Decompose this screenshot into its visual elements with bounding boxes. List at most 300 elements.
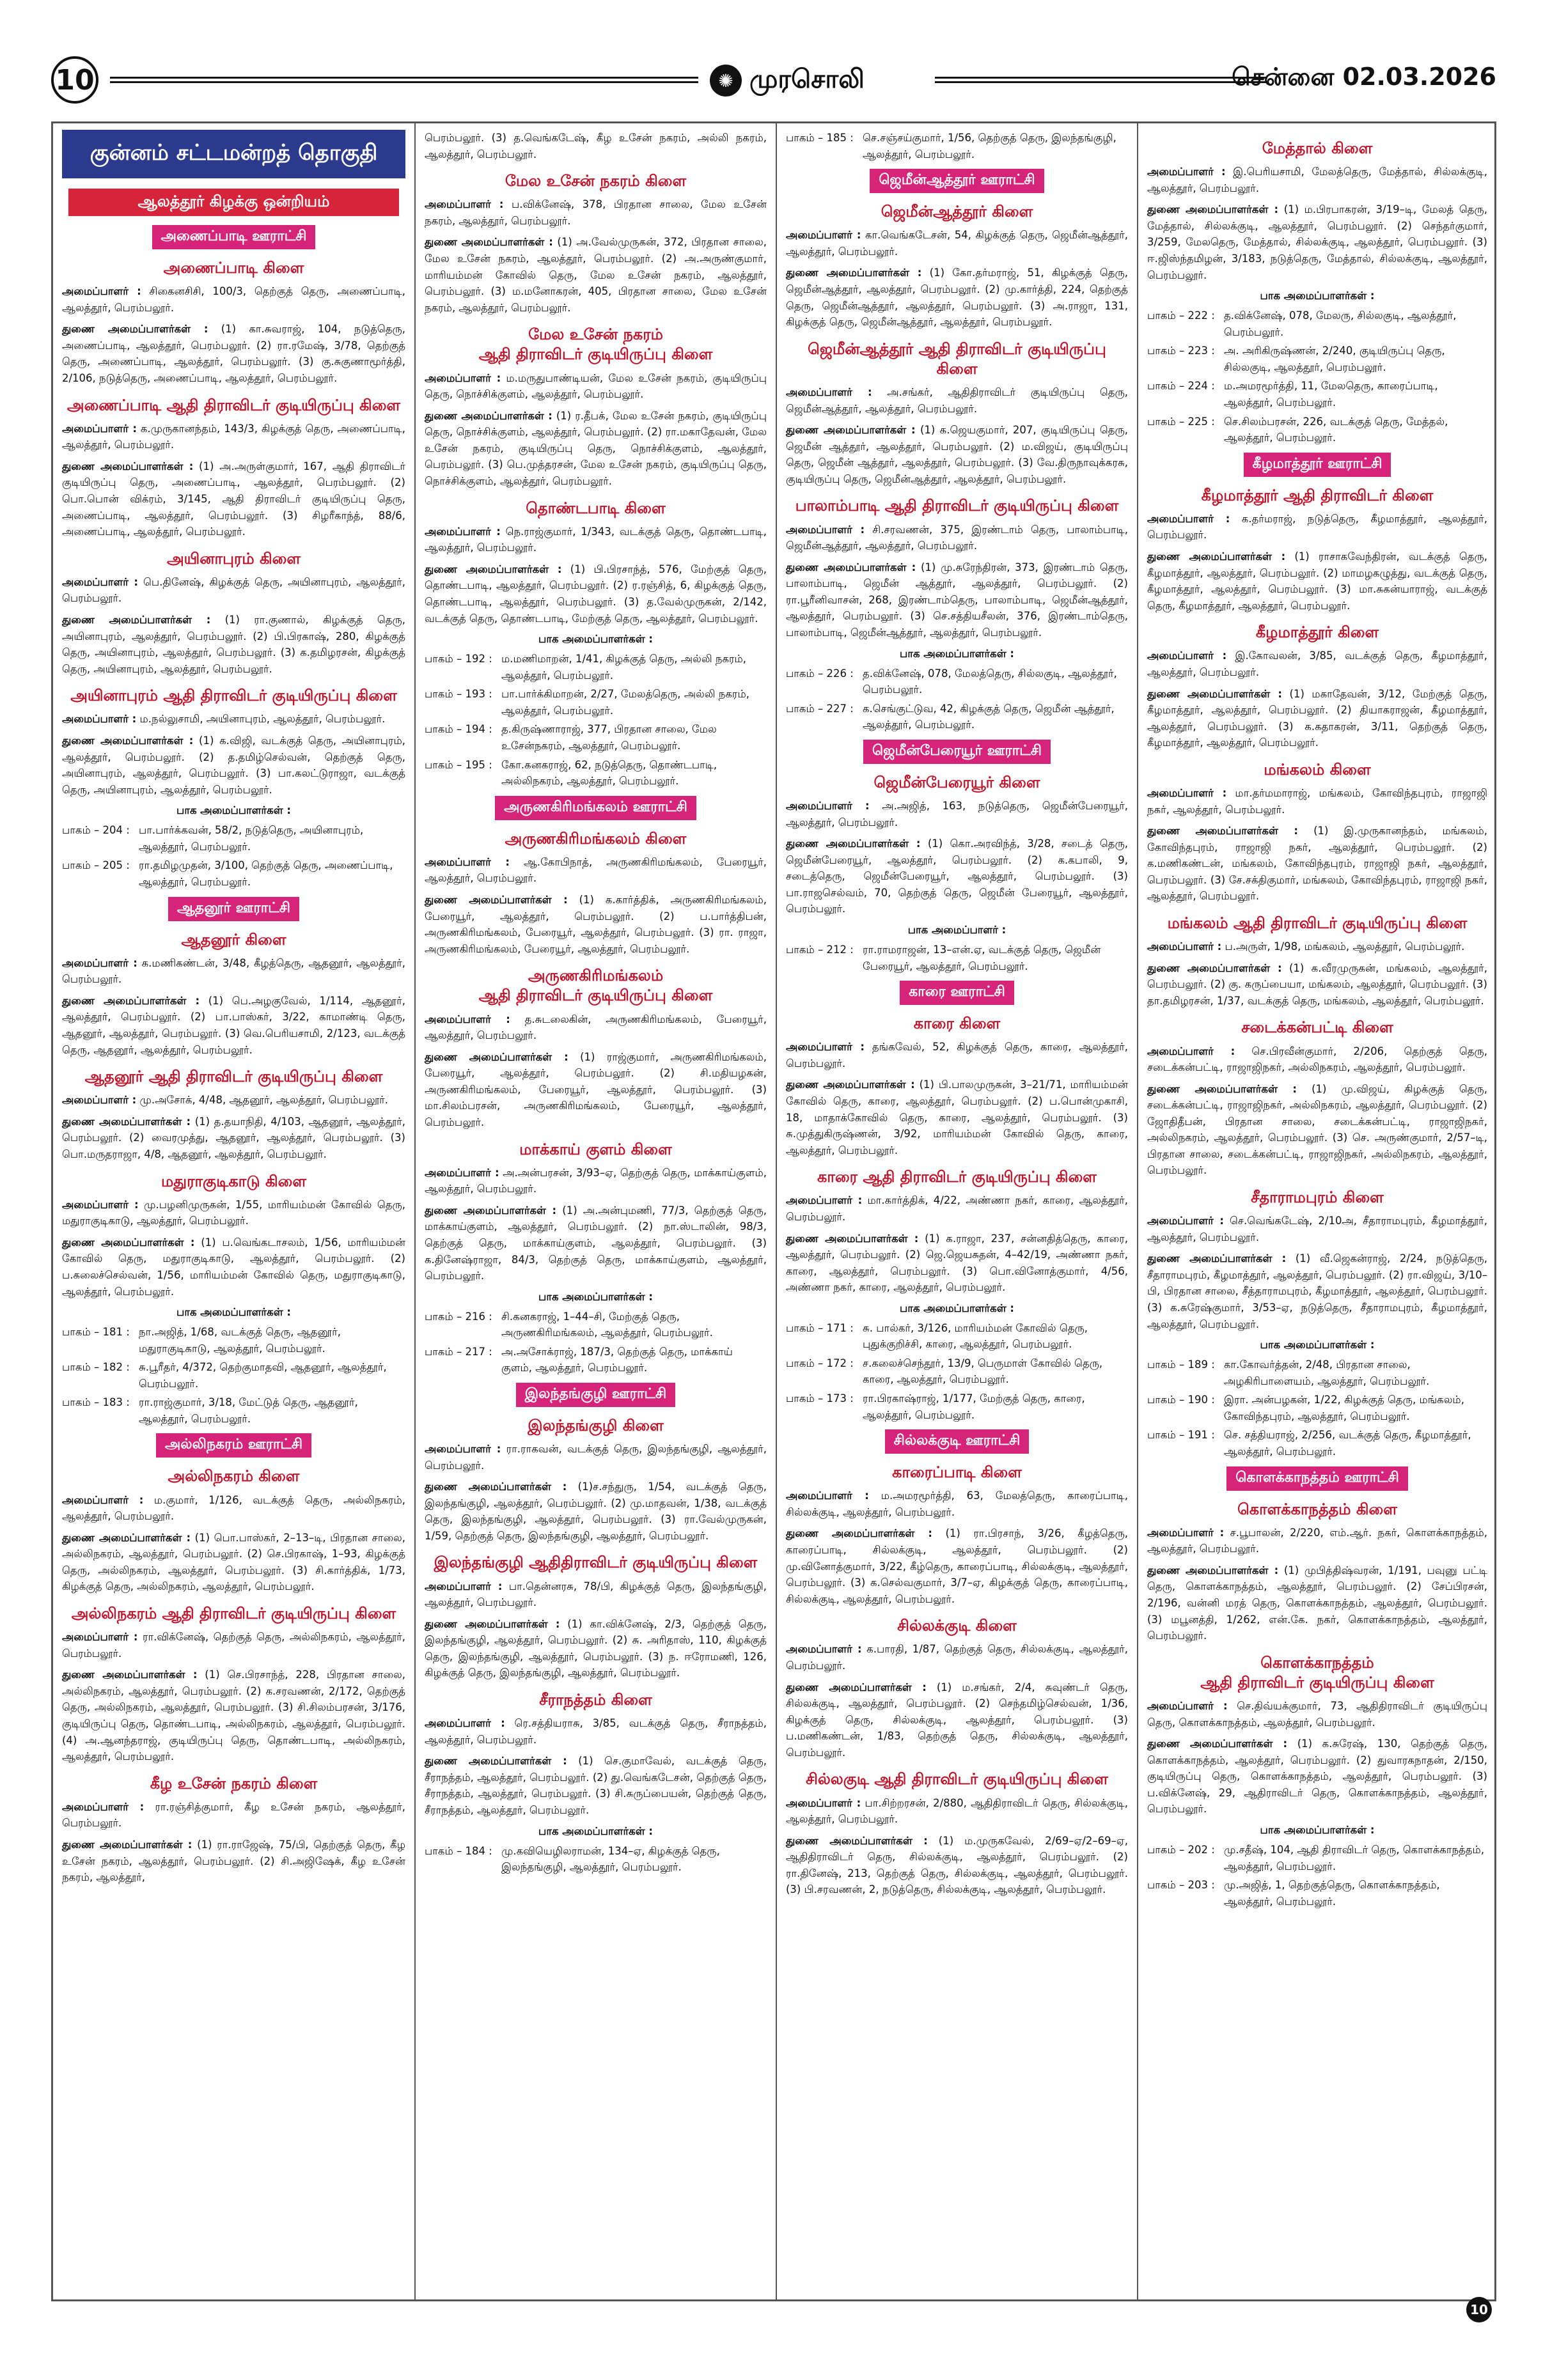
branch-title: அல்லிநகரம் கிளை	[168, 1467, 300, 1486]
officer-details: (1) க.ராஜா, 237, சன்னதித்தெரு, காரை, ஆலத்தூர், பெரம்பலூர். (2) ஜெ.ஜெயசுதன், 4–42/19, அண்ணா நகர், காரை, ஆலத்தூர், பெரம்பலூர். (3) பொ.வினோத்குமார், 4/56, அண்ணா நகர், காரை, ஆலத்தூர், பெரம்பலூர்.	[786, 1232, 1128, 1294]
booth-number: பாகம் – 182 :	[62, 1361, 130, 1374]
branch-title: மாக்காய் குளம் கிளை	[519, 1140, 672, 1158]
panchayat-label: அணைப்பாடி ஊராட்சி	[152, 225, 316, 249]
booth-entry	[425, 1309, 767, 1341]
officer-role: அமைப்பாளர் :	[62, 1631, 138, 1644]
panchayat-heading	[425, 1383, 767, 1407]
officer-entry	[62, 1667, 405, 1764]
officer-entry	[1147, 960, 1487, 1009]
officer-role: அமைப்பாளர் :	[62, 422, 137, 435]
panchayat-heading	[786, 169, 1128, 193]
booth-number: பாகம் – 172 :	[786, 1357, 854, 1369]
officer-role: அமைப்பாளர் :	[62, 575, 139, 588]
officer-role: அமைப்பாளர் :	[425, 1717, 505, 1730]
booth-entry	[1147, 414, 1487, 446]
officer-details: (1) ரா.ராஜேஷ், 75/பி, தெற்குத் தெரு, கீழ உசேன் நகரம், ஆலத்தூர், பெரம்பலூர். (2) சி.அஜிஷேக், கீழ உசேன் நகரம், ஆலத்தூர்,	[62, 1839, 405, 1884]
branch-title: இலந்தங்குழி ஆதிதிராவிடர் குடியிருப்பு கிளை	[434, 1553, 758, 1572]
officer-entry	[425, 130, 767, 162]
officer-role: அமைப்பாளர் :	[425, 371, 501, 384]
column-4	[1137, 123, 1496, 2299]
officer-entry	[1147, 548, 1487, 614]
officer-details: ரா.ரஞ்சித்குமார், கீழ உசேன் நகரம், ஆலத்தூர், பெரம்பலூர்.	[62, 1800, 405, 1830]
booth-number: பாகம் – 217 :	[425, 1345, 492, 1358]
officer-entry	[1147, 1081, 1487, 1179]
booth-section-heading: பாக அமைப்பாளர்கள் :	[538, 633, 653, 646]
officer-role: துணை அமைப்பாளர்கள் :	[62, 735, 194, 747]
officer-details: செ.பிரவீன்குமார், 2/206, தெற்குத் தெரு, சடைக்கன்பட்டி, ராஜாஜிநகர், அல்லிநகரம், ஆலத்தூர், பெரம்பலூர்.	[1147, 1045, 1487, 1074]
officer-entry	[62, 421, 405, 453]
officer-role: துணை அமைப்பாளர்கள் :	[425, 409, 552, 422]
officer-role: துணை அமைப்பாளர்கள் :	[786, 1527, 932, 1540]
officer-entry	[786, 1795, 1128, 1828]
panchayat-label: ஆதனூர் ஊராட்சி	[168, 897, 299, 921]
booth-details: சு.பூரீதர், 4/372, தெற்குமாதவி, ஆதனூர், ஆலத்தூர், பெரம்பலூர்.	[139, 1361, 387, 1390]
officer-details: அ.அஜித், 163, நடுத்தெரு, ஜெமீன்பேரையூர், ஆலத்தூர், பெரம்பலூர்.	[786, 800, 1128, 828]
officer-details: ரெ.சத்தியராசு, 3/85, வடக்குத் தெரு, சீராநத்தம், ஆலத்தூர், பெரம்பலூர்.	[425, 1717, 767, 1746]
booth-section-heading: பாக அமைப்பாளர்கள் :	[538, 1824, 653, 1837]
officer-role: அமைப்பாளர் :	[1147, 1700, 1228, 1712]
branch-title: அணைப்பாடி ஆதி திராவிடர் குடியிருப்பு கிளை	[67, 396, 401, 414]
branch-title: அருணகிரிமங்கலம் ஆதி திராவிடர் குடியிருப்பு கிளை	[478, 967, 713, 1005]
booth-details: ரா.தமிழமுதன், 3/100, தெற்குத் தெரு, அணைப்பாடி, ஆலத்தூர், பெரம்பலூர்.	[139, 859, 393, 888]
booth-entry	[425, 721, 767, 754]
officer-details: (1) அ.வேல்முருகன், 372, பிரதான சாலை, மேல உசேன் நகரம், ஆலத்தூர், பெரம்பலூர். (2) அ.அருண்குமார், மாரியம்மன் கோவில் தெரு, மேல உசேன் நகரம், ஆலத்தூர், பெரம்பலூர். (3) ம.மனோகரன், 405, பிரதான சாலை, மேல உசேன் நகரம், ஆலத்தூர், பெரம்பலூர்.	[425, 236, 767, 314]
officer-details: இ.பெரியசாமி, மேலத்தெரு, மேத்தால், சில்லக்குடி, ஆலத்தூர், பெரம்பலூர்.	[1147, 166, 1487, 194]
officer-details: (1) மு.விஜய், கிழக்குத் தெரு, சடைக்கன்பட்டி, ராஜாஜிநகர், அல்லிநகரம், ஆலத்தூர், பெரம்பலூர். (2) ஜோதிதீபன், பிரதான சாலை, சடைக்கன்பட்டி, ராஜாஜிநகர், அல்லிநகரம், ஆலத்தூர், பெரம்பலூர். (3) செ. அருண்குமார், 2/57–டி, பிரதான சாலை, சடைக்கன்பட்டி, ராஜாஜிநகர், அல்லிநகரம், ஆலத்தூர், பெரம்பலூர்.	[1147, 1082, 1487, 1177]
officer-entry	[1147, 686, 1487, 751]
officer-entry	[786, 836, 1128, 917]
booth-entry	[425, 1344, 767, 1376]
booth-entry	[786, 701, 1128, 733]
booth-details: ரா.ராமராஜன், 13–என்.ஏ, வடக்குத் தெரு, ஜெமீன் பேரையூர், ஆலத்தூர், பெரம்பலூர்.	[863, 943, 1101, 972]
officer-role: அமைப்பாளர் :	[786, 1489, 869, 1502]
booth-number: பாகம் – 181 :	[62, 1326, 130, 1339]
booth-entry	[786, 130, 1128, 162]
officer-details: மா.கார்த்திக், 4/22, அண்ணா நகர், காரை, ஆலத்தூர், பெரம்பலூர்.	[786, 1194, 1128, 1223]
officer-role: துணை அமைப்பாளர்கள் :	[1147, 687, 1282, 700]
officer-entry	[786, 265, 1128, 330]
column-2	[414, 123, 776, 2299]
officer-role: துணை அமைப்பாளர்கள் :	[62, 1839, 192, 1851]
booth-details: சி.கனகராஜ், 1–44–சி, மேற்குத் தெரு, அருணகிரிமங்கலம், ஆலத்தூர், பெரம்பலூர்.	[501, 1310, 713, 1339]
branch-title: மேல உசேன் நகரம் ஆதி திராவிடர் குடியிருப்பு கிளை	[478, 325, 713, 364]
officer-entry	[425, 1616, 767, 1681]
officer-details: (1) ரா.குணால், கிழக்குத் தெரு, அயினாபுரம், ஆலத்தூர், பெரம்பலூர். (2) பி.பிரகாஷ், 280, கிழக்குத் தெரு, அயினாபுரம், ஆலத்தூர், பெரம்பலூர். (3) க.தமிழரசன், கிழக்குத் தெரு, அயினாபுரம், ஆலத்தூர், பெரம்பலூர்.	[62, 614, 405, 675]
officer-role: துணை அமைப்பாளர்கள் :	[1147, 550, 1286, 563]
officer-role: துணை அமைப்பாளர்கள் :	[62, 460, 194, 472]
branch-title: ஜெமீன்பேரையூர் கிளை	[873, 773, 1040, 791]
booth-number: பாகம் – 183 :	[62, 1396, 130, 1409]
newspaper-name: முரசொலி	[749, 64, 865, 94]
panchayat-label: காரை ஊராட்சி	[900, 981, 1014, 1005]
officer-entry	[1147, 648, 1487, 680]
officer-details: (1) ராஜ்குமார், அருணகிரிமங்கலம், பேரையூர், ஆலத்தூர், பெரம்பலூர். (2) சி.மதியழகன், அருணகிரிமங்கலம், பேரையூர், ஆலத்தூர், பெரம்பலூர். (3) மா.சிலம்பரசன், அருணகிரிமங்கலம், பேரையூர், ஆலத்தூர், பெரம்பலூர்.	[425, 1050, 767, 1128]
officer-role: அமைப்பாளர் :	[62, 1094, 137, 1107]
officer-details: (1) ரா.பிரசாந், 3/26, கீழத்தெரு, காரைப்பாடி, சில்லக்குடி, ஆலத்தூர், பெரம்பலூர். (2) மு.வினோத்குமார், 3/22, கீழ்தெரு, காரைப்பாடி, சில்லக்குடி, ஆலத்தூர், பெரம்பலூர். (3) க.செல்வகுமார், 3/7–ஏ, கிழக்குத் தெரு, காரைப்பாடி, சில்லக்குடி, ஆலத்தூர், பெரம்பலூர்.	[786, 1527, 1128, 1605]
officer-role: துணை அமைப்பாளர்கள் :	[62, 323, 208, 336]
panchayat-label: கீழமாத்தூர் ஊராட்சி	[1244, 453, 1391, 477]
officer-entry	[786, 1488, 1128, 1520]
booth-number: பாகம் – 203 :	[1147, 1879, 1215, 1892]
officer-details: செ.வெங்கடேஷ், 2/10அ, சீதாராமபுரம், கீழமாத்தூர், ஆலத்தூர், பெரம்பலூர்.	[1147, 1215, 1487, 1243]
booth-number: பாகம் – 185 :	[786, 132, 854, 144]
officer-entry	[62, 1114, 405, 1163]
officer-role: அமைப்பாளர் :	[425, 198, 504, 211]
booth-number: பாகம் – 205 :	[62, 859, 130, 872]
officer-entry	[425, 1049, 767, 1131]
booth-number: பாகம் – 193 :	[425, 688, 492, 701]
panchayat-heading	[1147, 1466, 1487, 1491]
officer-details: (1) பி.பாலமுருகன், 3–21/71, மாரியம்மன் கோவில் தெரு, காரை, ஆலத்தூர், பெரம்பலூர். (2) ப.பொன்முகாசி, 18, மாதாக்கோவில் தெரு, காரை, ஆலத்தூர், பெரம்பலூர். (3) சு.முத்துகிருஷ்ணன், 3/92, மாரியம்மன் கோவில் தெரு, காரை, ஆலத்தூர், பெரம்பலூர்.	[786, 1078, 1128, 1156]
booth-entry	[1147, 1392, 1487, 1424]
officer-role: அமைப்பாளர் :	[1147, 1045, 1235, 1057]
booth-entry	[425, 757, 767, 789]
panchayat-label: ஜெமீன்ஆத்தூர் ஊராட்சி	[870, 169, 1044, 193]
officer-details: மா.தர்மமாராஜ், மங்கலம், கோவிந்தபுரம், ராஜாஜி நகர், ஆலத்தூர், பெரம்பலூர்.	[1147, 786, 1487, 816]
officer-details: (1) அ.அருள்குமார், 167, ஆதி திராவிடர் குடியிருப்பு தெரு, அணைப்பாடி, ஆலத்தூர், பெரம்பலூர். (2) பொ.பொன் விக்ரம், 3/145, ஆதி திராவிடர் குடியிருப்பு தெரு, அணைப்பாடி, ஆலத்தூர், பெரம்பலூர். (3) சிழரீகாந்த், 88/6, அணைப்பாடி, ஆலத்தூர், பெரம்பலூர்.	[62, 460, 405, 538]
branch-title: அருணகிரிமங்கலம் கிளை	[505, 829, 687, 848]
officer-role: துணை அமைப்பாளர்கள் :	[1147, 1738, 1288, 1750]
officer-role: அமைப்பாளர் :	[1147, 649, 1227, 662]
officer-role: அமைப்பாளர் :	[62, 713, 137, 726]
officer-role: அமைப்பாளர் :	[62, 1198, 139, 1211]
officer-entry	[62, 612, 405, 677]
officer-entry	[786, 1641, 1128, 1674]
officer-role: துணை அமைப்பாளர்கள் :	[425, 236, 553, 249]
officer-entry	[425, 1578, 767, 1611]
officer-details: பெரம்பலூர். (3) த.வெங்கடேஷ், கீழ உசேன் நகரம், அல்லி நகரம், ஆலத்தூர், பெரம்பலூர்.	[425, 132, 767, 160]
officer-role: அமைப்பாளர் :	[425, 855, 510, 868]
booth-number: பாகம் – 225 :	[1147, 415, 1215, 428]
booth-entry	[786, 665, 1128, 698]
branch-title: காரை ஆதி திராவிடர் குடியிருப்பு கிளை	[817, 1168, 1097, 1186]
officer-entry	[425, 1753, 767, 1818]
officer-details: செ.திவ்யக்குமார், 73, ஆதிதிராவிடர் குடியிருப்பு தெரு, கொளக்காநத்தம், ஆலத்தூர், பெரம்பலூர்.	[1147, 1700, 1487, 1729]
officer-entry	[62, 1197, 405, 1229]
booth-entry	[1147, 1357, 1487, 1389]
newspaper-logo	[710, 61, 927, 100]
officer-details: (1) செ.பிரசாந்த், 228, பிரதான சாலை, அல்லிநகரம், ஆலத்தூர், பெரம்பலூர். (2) க.சரவணன், 2/172, தெற்குத் தெரு, அல்லிநகரம், ஆலத்தூர், பெரம்பலூர். (3) சி.சிலம்பரசன், 3/176, குடியிருப்பு தெரு, தொண்டபாடி, அல்லிநகரம், ஆலத்தூர், பெரம்பலூர். (4) அ.ஆனந்தராஜ், குடியிருப்பு தெரு, தொண்டபாடி, அல்லிநகரம், ஆலத்தூர், பெரம்பலூர்.	[62, 1668, 405, 1763]
booth-number: பாகம் – 204 :	[62, 824, 130, 837]
dateline: சென்னை 02.03.2026	[1232, 63, 1496, 91]
officer-entry	[425, 1715, 767, 1748]
booth-entry	[425, 686, 767, 719]
booth-details: கா.கோவர்த்தன், 2/48, பிரதான சாலை, அழகிரிபாளையம், ஆலத்தூர், பெரம்பலூர்.	[1224, 1358, 1430, 1387]
officer-role: அமைப்பாளர் :	[62, 956, 137, 969]
page-number-badge	[51, 56, 98, 104]
officer-role: துணை அமைப்பாளர்கள் :	[1147, 1082, 1297, 1095]
panchayat-heading	[62, 225, 405, 249]
booth-entry	[1147, 1842, 1487, 1874]
panchayat-heading	[786, 740, 1128, 764]
officer-details: (1) ம.சங்கர், 2/4, சுவுண்டர் தெரு, சில்லக்குடி, ஆலத்தூர், பெரம்பலூர். (2) செந்தமிழ்செல்வன், 1/36, கிழக்குத் தெரு, சில்லக்குடி, ஆலத்தூர், பெரம்பலூர். (3) ப.மணிகண்டன், 1/83, தெற்குத் தெரு, சில்லக்குடி, ஆலத்தூர், பெரம்பலூர்.	[786, 1681, 1128, 1759]
branch-title: தொண்டபாடி கிளை	[526, 499, 666, 517]
officer-entry	[1147, 1525, 1487, 1557]
booth-entry	[62, 822, 405, 855]
booth-section-heading: பாக அமைப்பாளர்கள் :	[176, 804, 291, 817]
booth-details: ரா.ராஜ்குமார், 3/18, மேட்டுத் தெரு, ஆதனூர், ஆலத்தூர், பெரம்பலூர்.	[139, 1396, 358, 1425]
officer-details: சிகைனசிசி, 100/3, தெற்குத் தெரு, அணைப்பாடி, ஆலத்தூர், பெரம்பலூர்.	[62, 285, 405, 314]
booth-details: செ. சத்தியராஜ், 2/256, வடக்குத் தெரு, கீழமாத்தூர், ஆலத்தூர், பெரம்பலூர்.	[1224, 1429, 1471, 1458]
booth-details: அ.அசோக்ராஜ், 187/3, தெற்குத் தெரு, மாக்காய் குளம், ஆலத்தூர், பெரம்பலூர்.	[501, 1345, 733, 1374]
officer-role: அமைப்பாளர் :	[786, 229, 861, 242]
booth-entry	[425, 1843, 767, 1876]
booth-number: பாகம் – 202 :	[1147, 1843, 1215, 1856]
officer-entry	[62, 1629, 405, 1661]
officer-entry	[62, 993, 405, 1058]
officer-role: துணை அமைப்பாளர்கள் :	[786, 1834, 928, 1847]
officer-details: (1) கா.விக்னேஷ், 2/3, தெற்குத் தெரு, இலந்தங்குழி, ஆலத்தூர், பெரம்பலூர். (2) சு. அரிதாஸ், 110, கிழக்குத் தெரு, இலந்தங்குழி, ஆலத்தூர், பெரம்பலூர். (3) ந. ஈரோமணி, 126, கிழக்குத் தெரு, இலந்தங்குழி, ஆலத்தூர், பெரம்பலூர்.	[425, 1617, 767, 1679]
booth-section-heading: பாக அமைப்பாளர்கள் :	[538, 1290, 653, 1303]
officer-role: துணை அமைப்பாளர்கள் :	[786, 424, 916, 437]
booth-section-heading: பாக அமைப்பாளர்கள் :	[1260, 1823, 1375, 1836]
booth-number: பாகம் – 184 :	[425, 1844, 492, 1857]
booth-entry	[62, 1324, 405, 1357]
booth-entry	[425, 651, 767, 683]
officer-details: (1) ப.வெங்கடாசலம், 1/56, மாரியம்மன் கோவில் தெரு, மதுராகுடிகாடு, ஆலத்தூர், பெரம்பலூர். (2) ப.கலைச்செல்வன், 1/56, மாரியம்மன் கோவில் தெரு, மதுராகுடிகாடு, ஆலத்தூர், பெரம்பலூர்.	[62, 1236, 405, 1298]
booth-details: செ.சஞ்சய்குமார், 1/56, தெற்குத் தெரு, இலந்தங்குழி, ஆலத்தூர், பெரம்பலூர்.	[863, 132, 1116, 160]
booth-details: த.விக்னேஷ், 078, மேலத்தெரு, சில்லகுடி, ஆலத்தூர், பெரம்பலூர்.	[863, 667, 1117, 696]
officer-details: ரா.விக்னேஷ், தெற்குத் தெரு, அல்லிநகரம், ஆலத்தூர், பெரம்பலூர்.	[62, 1631, 405, 1660]
masthead-rule-right	[935, 77, 1267, 83]
footer-page-number: 10	[1466, 2297, 1492, 2322]
officer-role: அமைப்பாளர் :	[425, 1443, 501, 1456]
officer-entry	[786, 1077, 1128, 1158]
booth-section-heading: பாக அமைப்பாளர்கள் :	[900, 1302, 1014, 1314]
officer-details: (1) ம.முருகவேல், 2/69–ஏ/2–69–ஏ, ஆதிதிராவிடர் தெரு, சில்லக்குடி, ஆலத்தூர், பெரம்பலூர். (2) ரா.தினேஷ், 213, தெற்குத் தெரு, சில்லக்குடி, ஆலத்தூர், பெரம்பலூர். (3) பி.சரவணன், 2, நடுத்தெரு, சில்லக்குடி, ஆலத்தூர், பெரம்பலூர்.	[786, 1834, 1128, 1896]
officer-entry	[62, 711, 405, 727]
booth-details: அ. அரிகிருஷ்ணன், 2/240, குடியிருப்பு தெரு, சில்லகுடி, ஆலத்தூர், பெரம்பலூர்.	[1224, 345, 1445, 373]
booth-details: ம.அமரமூர்த்தி, 11, மேலதெரு, காரைப்பாடி, ஆலத்தூர், பெரம்பலூர்.	[1224, 380, 1438, 408]
panchayat-label: இலந்தங்குழி ஊராட்சி	[516, 1383, 675, 1407]
panchayat-heading	[62, 897, 405, 921]
officer-entry	[62, 283, 405, 316]
officer-role: அமைப்பாளர் :	[62, 1493, 144, 1506]
officer-details: (1) செ.குமாவேல், வடக்குத் தெரு, சீராநத்தம், ஆலத்தூர், பெரம்பலூர். (2) து.வெங்கடேசன், தெற்குத் தெரு, சீராநத்தம், ஆலத்தூர், பெரம்பலூர். (3) சி.சுருப்பையன், தெற்குத் தெரு, சீராநத்தம், ஆலத்தூர், பெரம்பலூர்.	[425, 1755, 767, 1816]
officer-entry	[786, 1039, 1128, 1071]
booth-number: பாகம் – 226 :	[786, 667, 854, 680]
officer-details: (1) க.வீரமுருகன், மங்கலம், ஆலத்தூர், பெரம்பலூர். (2) கு. கருப்பையா, மங்கலம், ஆலத்தூர், பெரம்பலூர். (3) தா.தமிழரசன், 1/37, வடக்குத் தெரு, மங்கலம், ஆலத்தூர், பெரம்பலூர்.	[1147, 961, 1487, 1007]
officer-details: பா.தென்னரசு, 78/பி, கிழக்குத் தெரு, இலந்தங்குழி, ஆலத்தூர், பெரம்பலூர்.	[425, 1580, 767, 1609]
officer-entry	[1147, 823, 1487, 905]
branch-title: காரை கிளை	[913, 1015, 1001, 1033]
officer-role: துணை அமைப்பாளர்கள் :	[62, 994, 200, 1007]
booth-section-heading: பாக அமைப்பாளர்கள் :	[1260, 1339, 1375, 1351]
officer-details: (1) த.தயாநிதி, 4/103, ஆதனூர், ஆலத்தூர், பெரம்பலூர். (2) வைரமுத்து, ஆதனூர், ஆலத்தூர், பெரம்பலூர். (3) பொ.மருதராஜா, 4/8, ஆதனூர், ஆலத்தூர், பெரம்பலூர்.	[62, 1115, 405, 1160]
booth-section-heading: பாக அமைப்பாளர்கள் :	[176, 1306, 291, 1319]
branch-title: சில்லகுடி ஆதி திராவிடர் குடியிருப்பு கிளை	[806, 1770, 1108, 1789]
officer-role: அமைப்பாளர் :	[786, 386, 872, 399]
officer-role: அமைப்பாளர் :	[62, 1800, 145, 1813]
branch-title: சடைக்கன்பட்டி கிளை	[1241, 1018, 1393, 1037]
officer-details: (1) கோ.தர்மராஜ், 51, கிழக்குத் தெரு, ஜெமீன்ஆத்தூர், ஆலத்தூர், பெரம்பலூர். (2) மு.கார்த்தி, 224, தெற்குத் தெரு, ஜெமீன்ஆத்தூர், ஆலத்தூர், பெரம்பலூர். (3) அ.ராஜா, 131, கிழக்குத் தெரு, ஜெமீன்ஆத்தூர், ஆலத்தூர், பெரம்பலூர்.	[786, 267, 1128, 329]
officer-entry	[1147, 201, 1487, 283]
booth-number: பாகம் – 190 :	[1147, 1394, 1215, 1406]
officer-entry	[1147, 1250, 1487, 1332]
booth-number: பாகம் – 195 :	[425, 758, 492, 771]
booth-entry	[62, 1359, 405, 1392]
panchayat-label: சில்லக்குடி ஊராட்சி	[885, 1429, 1030, 1454]
officer-details: மு.அசோக், 4/48, ஆதனூர், ஆலத்தூர், பெரம்பலூர்.	[139, 1094, 388, 1107]
officer-role: துணை அமைப்பாளர்கள் :	[62, 1531, 191, 1544]
branch-title: சில்லக்குடி கிளை	[897, 1617, 1017, 1635]
officer-details: (1) ம.பிரபாகரன், 3/19–டி, மேலத் தெரு, மேத்தால், சில்லக்குடி, ஆலத்தூர், பெரம்பலூர். (2) செந்தர்குமார், 3/259, மேலதெரு, மேத்தால், சில்லக்குடி, ஆலத்தூர், பெரம்பலூர். (3) ஈ.ஜிஸ்ந்தமிழன், 3/183, நடுத்தெரு, மேத்தால், சில்லக்குடி, ஆலத்தூர், பெரம்பலூர்.	[1147, 203, 1488, 281]
officer-role: துணை அமைப்பாளர்கள் :	[786, 267, 922, 279]
officer-entry	[786, 227, 1128, 260]
officer-entry	[786, 559, 1128, 641]
officer-details: க.தர்மராஜ், நடுத்தெரு, கீழமாத்தூர், ஆலத்தூர், பெரம்பலூர்.	[1147, 512, 1488, 541]
officer-details: இ.கோவலன், 3/85, வடக்குத் தெரு, கீழமாத்தூர், ஆலத்தூர், பெரம்பலூர்.	[1147, 649, 1487, 678]
booth-details: நா.அஜித், 1/68, வடக்குத் தெரு, ஆதனூர், மதுராகுடிகாடு, ஆலத்தூர், பெரம்பலூர்.	[139, 1326, 341, 1355]
booth-number: பாகம் – 171 :	[786, 1321, 854, 1334]
officer-entry	[425, 1011, 767, 1044]
officer-entry	[425, 408, 767, 490]
officer-role: துணை அமைப்பாளர்கள் :	[62, 1668, 198, 1681]
officer-details: (1) இ.முருகானந்தம், மங்கலம், கோவிந்தபுரம், ராஜாஜி நகர், ஆலத்தூர், பெரம்பலூர். (2) க.மணிகண்டன், மங்கலம், கோவிந்தபுரம், ராஜாஜி நகர், ஆலத்தூர், பெரம்பலூர். (3) சே.சக்திகுமார், மங்கலம், கோவிந்தபுரம், ராஜாஜி நகர், ஆலத்தூர், பெரம்பலூர்.	[1147, 825, 1487, 903]
booth-entry	[1147, 307, 1487, 340]
officer-role: அமைப்பாளர் :	[786, 800, 870, 812]
officer-details: (1) க.கார்த்திக், அருணகிரிமங்கலம், பேரையூர், ஆலத்தூர், பெரம்பலூர். (2) ப.பார்த்திபன், அருணகிரிமங்கலம், பேரையூர், ஆலத்தூர், பெரம்பலூர். (3) ரா. ராஜா, அருணகிரிமங்கலம், பேரையூர், ஆலத்தூர், பெரம்பலூர்.	[425, 893, 767, 955]
officer-entry	[1147, 164, 1487, 196]
officer-role: அமைப்பாளர் :	[1147, 786, 1227, 799]
officer-entry	[425, 370, 767, 403]
officer-entry	[62, 1530, 405, 1595]
constituency-banner: குன்னம் சட்டமன்றத் தொகுதி	[62, 130, 405, 178]
officer-entry	[786, 1525, 1128, 1607]
booth-details: செ.சிலம்பரசன், 226, வடக்குத் தெரு, மேத்தல், ஆலத்தூர், பெரம்பலூர்.	[1224, 415, 1448, 444]
officer-entry	[786, 1679, 1128, 1761]
officer-details: (1)ச.சந்துரு, 1/54, வடக்குத் தெரு, இலந்தங்குழி, ஆலத்தூர், பெரம்பலூர். (2) மு.மாதவன், 1/38, வடக்குத் தெரு, இலந்தங்குழி, ஆலத்தூர், பெரம்பலூர். (3) ரா.வேல்முருகன், 1/59, தெற்குத் தெரு, இலந்தங்குழி, ஆலத்தூர், பெரம்பலூர்.	[425, 1481, 767, 1542]
officer-role: அமைப்பாளர் :	[1147, 1215, 1224, 1227]
officer-entry	[425, 561, 767, 626]
branch-title: மேல உசேன் நகரம் கிளை	[505, 172, 687, 191]
officer-details: (1) கா.சுவராஜ், 104, நடுத்தெரு, அணைப்பாடி, ஆலத்தூர், பெரம்பலூர். (2) ரா.ரமேஷ், 3/78, தெற்குத் தெரு, அணைப்பாடி, ஆலத்தூர், பெரம்பலூர். (3) கு.சுகுணாமூர்த்தி, 2/106, நடுத்தெரு, அணைப்பாடி, ஆலத்தூர், பெரம்பலூர்.	[62, 323, 405, 384]
booth-details: மு.கவியெழிலராமன், 134–ஏ, கிழக்குத் தெரு, இலந்தங்குழி, ஆலத்தூர், பெரம்பலூர்.	[501, 1844, 720, 1874]
officer-entry	[1147, 938, 1487, 955]
officer-details: க.பாரதி, 1/87, தெற்குத் தெரு, சில்லக்குடி, ஆலத்தூர், பெரம்பலூர்.	[786, 1643, 1128, 1672]
officer-entry	[425, 524, 767, 556]
branch-title: கொளக்காநத்தம் கிளை	[1237, 1500, 1397, 1518]
booth-entry	[1147, 343, 1487, 375]
officer-entry	[425, 1441, 767, 1474]
officer-details: ரா.ராகவன், வடக்குத் தெரு, இலந்தங்குழி, ஆலத்தூர், பெரம்பலூர்.	[425, 1443, 767, 1472]
masthead	[51, 56, 1496, 104]
officer-entry	[62, 955, 405, 988]
branch-title: அல்லிநகரம் ஆதி திராவிடர் குடியிருப்பு கிளை	[71, 1605, 396, 1622]
officer-entry	[1147, 1736, 1487, 1817]
officer-details: (1) பெ.அழகுவேல், 1/114, ஆதனூர், ஆலத்தூர், பெரம்பலூர். (2) பா.பாஸ்கர், 3/22, காமாண்டி தெரு, ஆதனூர், ஆலத்தூர், பெரம்பலூர். (3) வெ.பெரியசாமி, 2/123, வடக்குத் தெரு, ஆதனூர், ஆலத்தூர், பெரம்பலூர்.	[62, 994, 405, 1056]
panchayat-label: ஜெமீன்பேரையூர் ஊராட்சி	[863, 740, 1051, 764]
booth-section-heading: பாக அமைப்பாளர்கள் :	[900, 647, 1014, 660]
officer-role: துணை அமைப்பாளர்கள் :	[786, 1078, 915, 1091]
officer-entry	[425, 1202, 767, 1284]
branch-title: பாலாம்பாடி ஆதி திராவிடர் குடியிருப்பு கிளை	[795, 497, 1119, 515]
officer-entry	[1147, 1213, 1487, 1245]
officer-details: ம.குமார், 1/126, வடக்குத் தெரு, அல்லிநகரம், ஆலத்தூர், பெரம்பலூர்.	[62, 1493, 406, 1523]
officer-details: பா.சிற்றரசன், 2/880, ஆதிதிராவிடர் தெரு, சில்லக்குடி, ஆலத்தூர், பெரம்பலூர்.	[786, 1796, 1128, 1826]
officer-role: அமைப்பாளர் :	[1147, 512, 1230, 525]
officer-entry	[425, 234, 767, 316]
officer-details: சி.சரவணன், 375, இரண்டாம் தெரு, பாலாம்பாடி, ஜெமீன்ஆத்தூர், ஆலத்தூர், பெரம்பலூர்.	[786, 523, 1129, 552]
booth-number: பாகம் – 216 :	[425, 1310, 492, 1323]
booth-details: சு. பால்கர், 3/126, மாரியம்மன் கோவில் தெரு, புதுக்குறிச்சி, காரை, ஆலத்தூர், பெரம்பலூர்.	[863, 1321, 1088, 1351]
booth-section-heading: பாக அமைப்பாளர் :	[907, 923, 1006, 936]
booth-details: ச.கலைச்செந்தூர், 13/9, பெருமாள் கோவில் தெரு, காரை, ஆலத்தூர், பெரம்பலூர்.	[863, 1357, 1103, 1386]
officer-details: ப.அருள், 1/98, மங்கலம், ஆலத்தூர், பெரம்பலூர்.	[1225, 940, 1465, 953]
officer-role: துணை அமைப்பாளர்கள் :	[786, 561, 916, 573]
branch-title: அயினாபுரம் ஆதி திராவிடர் குடியிருப்பு கிளை	[70, 687, 397, 705]
officer-role: துணை அமைப்பாளர்கள் :	[425, 1617, 560, 1630]
officer-role: துணை அமைப்பாளர்கள் :	[1147, 1252, 1287, 1265]
officer-details: (1) வீ.ஜெகன்ராஜ், 2/24, நடுத்தெரு, சீதாராமபுரம், கீழமாத்தூர், ஆலத்தூர், பெரம்பலூர். (2) ரா.விஜய், 3/10–பி, பிரதான சாலை, சீத்தாராமபுரம், கீழமாத்தூர், ஆலத்தூர், பெரம்பலூர். (3) க.சுரேஷ்குமார், 3/53–ஏ, நடுத்தெரு, சீதாராமபுரம், கீழமாத்தூர், ஆலத்தூர், பெரம்பலூர்.	[1147, 1252, 1487, 1330]
branch-title: ஜெமீன்ஆத்தூர் கிளை	[881, 203, 1033, 221]
officer-entry	[786, 1833, 1128, 1898]
panchayat-label: அல்லிநகரம் ஊராட்சி	[156, 1433, 311, 1458]
booth-entry	[1147, 378, 1487, 410]
booth-entry	[1147, 1427, 1487, 1459]
booth-number: பாகம் – 192 :	[425, 653, 492, 665]
officer-details: (1) மகாதேவன், 3/12, மேற்குத் தெரு, கீழமாத்தூர், ஆலத்தூர், பெரம்பலூர். (2) தியாகராஜன், கீழமாத்தூர், ஆலத்தூர், பெரம்பலூர். (3) க.கதாகரன், 3/11, தெற்குத் தெரு, கீழமாத்தூர், ஆலத்தூர், பெரம்பலூர்.	[1147, 687, 1487, 749]
branch-title: மங்கலம் ஆதி திராவிடர் குடியிருப்பு கிளை	[1167, 914, 1468, 932]
booth-entry	[786, 942, 1128, 974]
officer-role: அமைப்பாளர் :	[1147, 166, 1226, 178]
branch-title: கீழமாத்தூர் கிளை	[1255, 623, 1379, 642]
officer-entry	[62, 733, 405, 798]
branch-title: மேத்தால் கிளை	[1262, 139, 1373, 157]
officer-role: அமைப்பாளர் :	[62, 285, 141, 298]
officer-details: மு.பழனிமுருகன், 1/55, மாரியம்மன் கோவில் தெரு, மதுராகுடிகாடு, ஆலத்தூர், பெரம்பலூர்.	[62, 1198, 405, 1227]
panchayat-label: கொளக்காநத்தம் ஊராட்சி	[1226, 1466, 1408, 1491]
officer-details: அ.அன்பரசன், 3/93–ஏ, தெற்குத் தெரு, மாக்காய்குளம், ஆலத்தூர், பெரம்பலூர்.	[425, 1166, 767, 1195]
officer-entry	[62, 458, 405, 540]
booth-details: மு.சதீஷ், 104, ஆதி திராவிடர் தெரு, கொளக்காநத்தம், ஆலத்தூர், பெரம்பலூர்.	[1224, 1843, 1485, 1872]
booth-details: பா.பார்க்கிமாறன், 2/27, மேலத்தெரு, அல்லி நகரம், ஆலத்தூர், பெரம்பலூர்.	[501, 688, 749, 717]
officer-role: துணை அமைப்பாளர்கள் :	[425, 563, 562, 575]
booth-details: ரா.பிரகாஷ்ராஜ், 1/177, மேற்குத் தெரு, காரை, ஆலத்தூர், பெரம்பலூர்.	[863, 1392, 1085, 1421]
branch-title: அணைப்பாடி கிளை	[163, 259, 304, 277]
officer-role: அமைப்பாளர் :	[786, 1796, 861, 1809]
officer-role: துணை அமைப்பாளர்கள் :	[62, 1115, 191, 1128]
booth-details: பா.பார்க்கவன், 58/2, நடுத்தெரு, அயினாபுரம், ஆலத்தூர், பெரம்பலூர்.	[139, 824, 364, 853]
branch-title: ஆதனூர் கிளை	[181, 930, 286, 949]
officer-entry	[786, 384, 1128, 417]
page-number: 10	[55, 63, 95, 97]
booth-number: பாகம் – 227 :	[786, 702, 854, 715]
panchayat-heading	[62, 1433, 405, 1458]
officer-details: (1) ர.தீபக், மேல உசேன் நகரம், குடியிருப்பு தெரு, நொச்சிக்குளம், ஆலத்தூர், பெரம்பலூர். (2) ரா.மகாதேவன், மேல உசேன் நகரம், குடியிருப்பு தெரு, நொச்சிக்குளம், ஆலத்தூர், பெரம்பலூர். (3) பெ.முத்தரசன், மேல உசேன் நகரம், குடியிருப்பு தெரு, நொச்சிக்குளம், ஆலத்தூர், பெரம்பலூர்.	[425, 409, 767, 487]
officer-entry	[425, 854, 767, 887]
branch-title: கீழமாத்தூர் ஆதி திராவிடர் கிளை	[1201, 486, 1434, 504]
officer-details: (1) முபித்திஷ்வரன், 1/191, பவுனு பட்டி தெரு, கொளக்காநத்தம், ஆலத்தூர், பெரம்பலூர். (2) சேப்பிரசன், 2/196, வன்னி மரத் தெரு, கொளக்காநத்தம், ஆலத்தூர், பெரம்பலூர். (3) மபூனத்தி, 1/262, என்.கே. நகர், கொளக்காநத்தம், ஆலத்தூர், பெரம்பலூர்.	[1147, 1564, 1487, 1642]
officer-details: ம.மருதுபாண்டியன், மேல உசேன் நகரம், குடியிருப்பு தெரு, நொச்சிக்குளம், ஆலத்தூர், பெரம்பலூர்.	[425, 371, 767, 401]
officer-entry	[786, 522, 1128, 554]
officer-entry	[62, 1492, 405, 1525]
officer-entry	[425, 196, 767, 229]
officer-details: பெ.தினேஷ், கிழக்குத் தெரு, அயினாபுரம், ஆலத்தூர், பெரம்பலூர்.	[62, 575, 405, 605]
booth-entry	[62, 857, 405, 890]
officer-entry	[786, 798, 1128, 830]
officer-details: (1) மு.சுரேந்திரன், 373, இரண்டாம் தெரு, பாலாம்பாடி, ஜெமீன் ஆத்தூர், ஆலத்தூர், பெரம்பலூர். (2) ரா.பூரீனிவாசன், 268, இரண்டாம்தெரு, பாலாம்பாடி, ஜெமீன்ஆத்தூர், ஆலத்தூர், பெரம்பலூர். (3) செ.சத்தியசீலன், 376, இரண்டாம்தெரு, பாலாம்பாடி, ஜெமீன்ஆத்தூர், ஆலத்தூர், பெரம்பலூர்.	[786, 561, 1129, 639]
officer-role: அமைப்பாளர் :	[425, 525, 501, 538]
booth-number: பாகம் – 173 :	[786, 1392, 854, 1404]
officer-role: துணை அமைப்பாளர்கள் :	[1147, 825, 1298, 837]
officer-details: (1) க.ஜெயகுமார், 207, குடியிருப்பு தெரு, ஜெமீன் ஆத்தூர், ஆலத்தூர், பெரம்பலூர். (2) ம.விஜய், குடியிருப்பு தெரு, ஜெமீன் ஆத்தூர், ஆலத்தூர், பெரம்பலூர். (3) வே.திருநாவுக்கரசு, குடியிருப்பு தெரு, ஜெமீன்ஆத்தூர், ஆலத்தூர், பெரம்பலூர்.	[786, 424, 1128, 485]
officer-role: அமைப்பாளர் :	[1147, 1526, 1225, 1539]
booth-details: கோ.கனகராஜ், 62, நடுத்தெரு, தொண்டபாடி, அல்லிநகரம், ஆலத்தூர், பெரம்பலூர்.	[501, 758, 717, 788]
officer-entry	[1147, 1562, 1487, 1644]
officer-role: துணை அமைப்பாளர்கள் :	[786, 1232, 919, 1245]
branch-title: கீழ உசேன் நகரம் கிளை	[150, 1774, 318, 1793]
